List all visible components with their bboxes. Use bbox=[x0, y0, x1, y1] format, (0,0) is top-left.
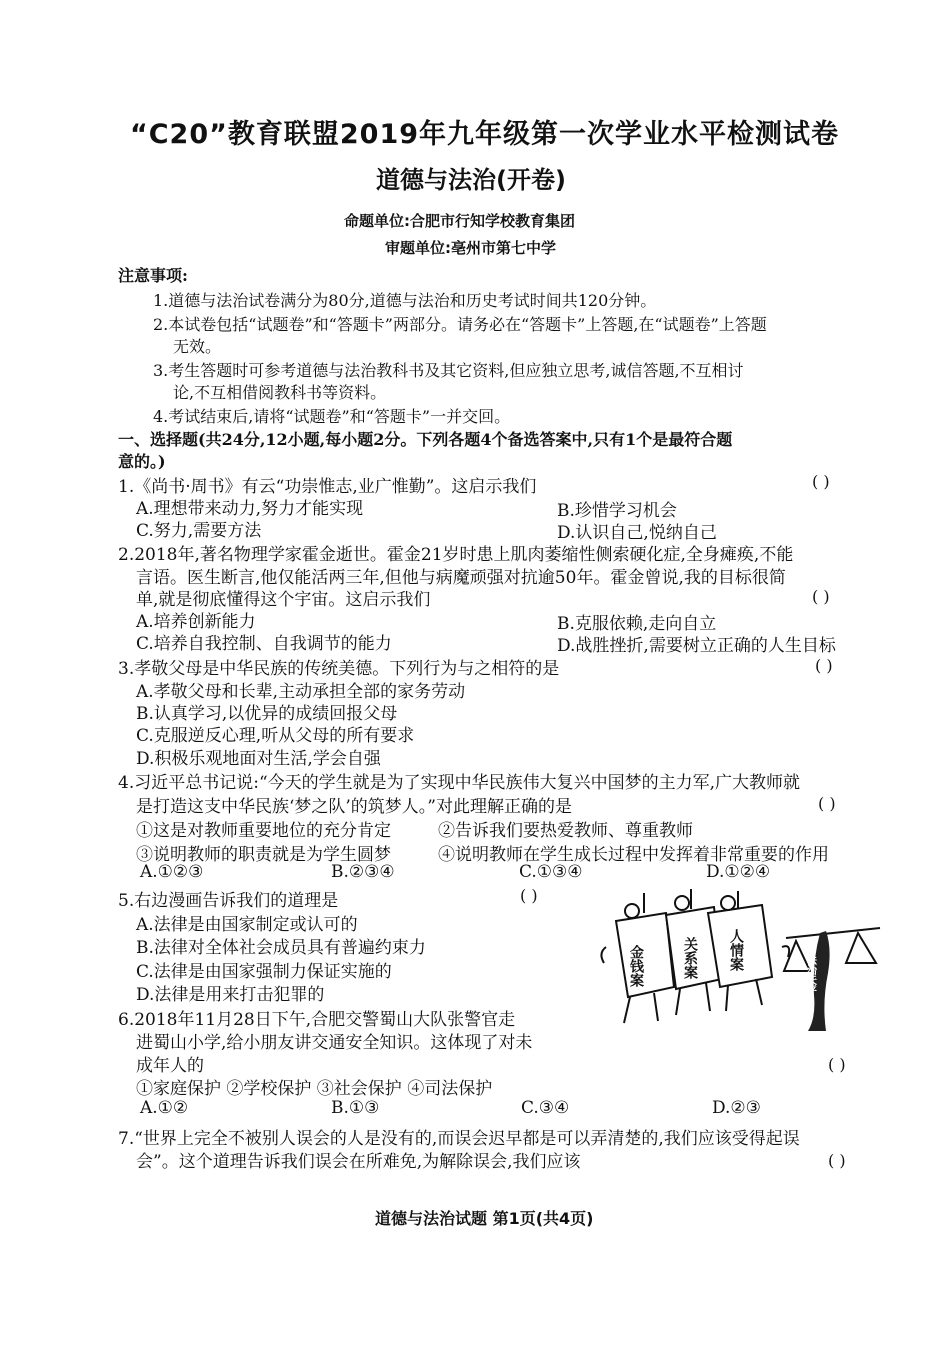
question-3-option-c: C.克服逆反心理,听从父母的所有要求 bbox=[136, 726, 415, 746]
question-5-option-b: B.法律对全体社会成员具有普遍约束力 bbox=[136, 938, 426, 958]
cartoon-sign-money: 金钱案 bbox=[628, 945, 644, 987]
cartoon-illustration bbox=[596, 883, 882, 1033]
question-2-answer-paren: ( ) bbox=[812, 587, 830, 606]
question-4-option-c: C.①③④ bbox=[519, 862, 583, 882]
question-6-option-a: A.①② bbox=[140, 1098, 189, 1118]
question-3-option-b: B.认真学习,以优异的成绩回报父母 bbox=[136, 704, 398, 724]
question-1-answer-paren: ( ) bbox=[812, 472, 830, 491]
question-4-option-a: A.①②③ bbox=[140, 862, 204, 882]
question-5-option-c: C.法律是由国家强制力保证实施的 bbox=[136, 962, 392, 982]
notice-item-1: 1.道德与法治试卷满分为80分,道德与法治和历史考试时间共120分钟。 bbox=[153, 291, 657, 310]
notice-item-2: 2.本试卷包括“试题卷”和“答题卡”两部分。请务必在“答题卡”上答题,在“试题卷”上答题 bbox=[153, 315, 767, 334]
question-4-statement-4: ④说明教师在学生成长过程中发挥着非常重要的作用 bbox=[438, 845, 829, 865]
question-7-stem-line1: 7.“世界上完全不被别人误会的人是没有的,而误会迟早都是可以弄清楚的,我们应该受得起误 bbox=[118, 1129, 800, 1149]
question-4-statement-1: ①这是对教师重要地位的充分肯定 bbox=[136, 821, 391, 841]
question-1-option-c: C.努力,需要方法 bbox=[136, 521, 262, 541]
question-6-stem-line1: 6.2018年11月28日下午,合肥交警蜀山大队张警官走 bbox=[118, 1010, 516, 1030]
question-4-answer-paren: ( ) bbox=[818, 794, 836, 813]
question-5-option-a: A.法律是由国家制定或认可的 bbox=[136, 915, 358, 935]
question-4-option-d: D.①②④ bbox=[706, 862, 771, 882]
question-3-answer-paren: ( ) bbox=[815, 656, 833, 675]
exam-title: “C20”教育联盟2019年九年级第一次学业水平检测试卷 bbox=[130, 119, 840, 150]
section-heading-cont: 意的。) bbox=[118, 452, 166, 471]
cartoon-drawing bbox=[596, 883, 882, 1033]
question-1-stem: 1.《尚书·周书》有云“功崇惟志,业广惟勤”。这启示我们 bbox=[118, 477, 537, 497]
question-4-option-b: B.②③④ bbox=[331, 862, 395, 882]
question-3-option-d: D.积极乐观地面对生活,学会自强 bbox=[136, 749, 381, 769]
question-1-option-b: B.珍惜学习机会 bbox=[557, 501, 677, 521]
question-6-statements: ①家庭保护 ②学校保护 ③社会保护 ④司法保护 bbox=[136, 1079, 493, 1099]
question-2-stem-line1: 2.2018年,著名物理学家霍金逝世。霍金21岁时患上肌肉萎缩性侧索硬化症,全身瘫痪,不能 bbox=[118, 545, 794, 565]
question-1-option-d: D.认识自己,悦纳自己 bbox=[557, 523, 717, 543]
review-unit: 审题单位:亳州市第七中学 bbox=[385, 239, 556, 257]
notice-item-3: 3.考生答题时可参考道德与法治教科书及其它资料,但应独立思考,诚信答题,不互相讨 bbox=[153, 361, 744, 380]
question-6-stem-line2: 进蜀山小学,给小朋友讲交通安全知识。这体现了对未 bbox=[136, 1033, 533, 1053]
question-2-stem-line3: 单,就是彻底懂得这个宇宙。这启示我们 bbox=[136, 590, 431, 610]
question-6-option-c: C.③④ bbox=[521, 1098, 570, 1118]
question-2-option-d: D.战胜挫折,需要树立正确的人生目标 bbox=[557, 636, 836, 656]
question-3-stem: 3.孝敬父母是中华民族的传统美德。下列行为与之相符的是 bbox=[118, 659, 560, 679]
question-4-statement-2: ②告诉我们要热爱教师、尊重教师 bbox=[438, 821, 693, 841]
question-1-option-a: A.理想带来动力,努力才能实现 bbox=[136, 499, 364, 519]
question-5-option-d: D.法律是用来打击犯罪的 bbox=[136, 985, 325, 1005]
question-2-option-c: C.培养自我控制、自我调节的能力 bbox=[136, 634, 392, 654]
cartoon-sign-relations: 关系案 bbox=[682, 937, 698, 979]
question-6-option-d: D.②③ bbox=[712, 1098, 761, 1118]
exam-subtitle: 道德与法治(开卷) bbox=[376, 166, 566, 194]
question-5-answer-paren: ( ) bbox=[520, 886, 538, 905]
question-6-answer-paren: ( ) bbox=[828, 1055, 846, 1074]
cartoon-sign-favor: 人情案 bbox=[728, 929, 744, 971]
page-footer: 道德与法治试题 第1页(共4页) bbox=[375, 1209, 594, 1228]
question-2-option-b: B.克服依赖,走向自立 bbox=[557, 614, 717, 634]
question-6-option-b: B.①③ bbox=[331, 1098, 380, 1118]
cartoon-scale-label: 法治天平 bbox=[804, 955, 816, 995]
question-2-option-a: A.培养创新能力 bbox=[136, 612, 256, 632]
author-unit: 命题单位:合肥市行知学校教育集团 bbox=[344, 212, 576, 230]
question-4-stem-line2: 是打造这支中华民族‘梦之队’的筑梦人。”对此理解正确的是 bbox=[136, 797, 572, 817]
question-4-statement-3: ③说明教师的职责就是为学生圆梦 bbox=[136, 845, 391, 865]
notice-item-2-cont: 无效。 bbox=[173, 337, 222, 356]
notice-item-4: 4.考试结束后,请将“试题卷”和“答题卡”一并交回。 bbox=[153, 407, 511, 426]
question-5-stem: 5.右边漫画告诉我们的道理是 bbox=[118, 891, 339, 911]
question-2-stem-line2: 言语。医生断言,他仅能活两三年,但他与病魔顽强对抗逾50年。霍金曾说,我的目标很简 bbox=[136, 568, 786, 588]
question-7-stem-line2: 会”。这个道理告诉我们误会在所难免,为解除误会,我们应该 bbox=[136, 1152, 581, 1172]
notice-heading: 注意事项: bbox=[118, 266, 188, 285]
question-6-stem-line3: 成年人的 bbox=[136, 1056, 204, 1076]
section-heading: 一、选择题(共24分,12小题,每小题2分。下列各题4个备选答案中,只有1个是最符合题 bbox=[118, 430, 733, 449]
question-7-answer-paren: ( ) bbox=[828, 1151, 846, 1170]
question-4-stem-line1: 4.习近平总书记说:“今天的学生就是为了实现中华民族伟大复兴中国梦的主力军,广大教师就 bbox=[118, 773, 801, 793]
question-3-option-a: A.孝敬父母和长辈,主动承担全部的家务劳动 bbox=[136, 682, 466, 702]
notice-item-3-cont: 论,不互相借阅教科书等资料。 bbox=[173, 383, 387, 402]
